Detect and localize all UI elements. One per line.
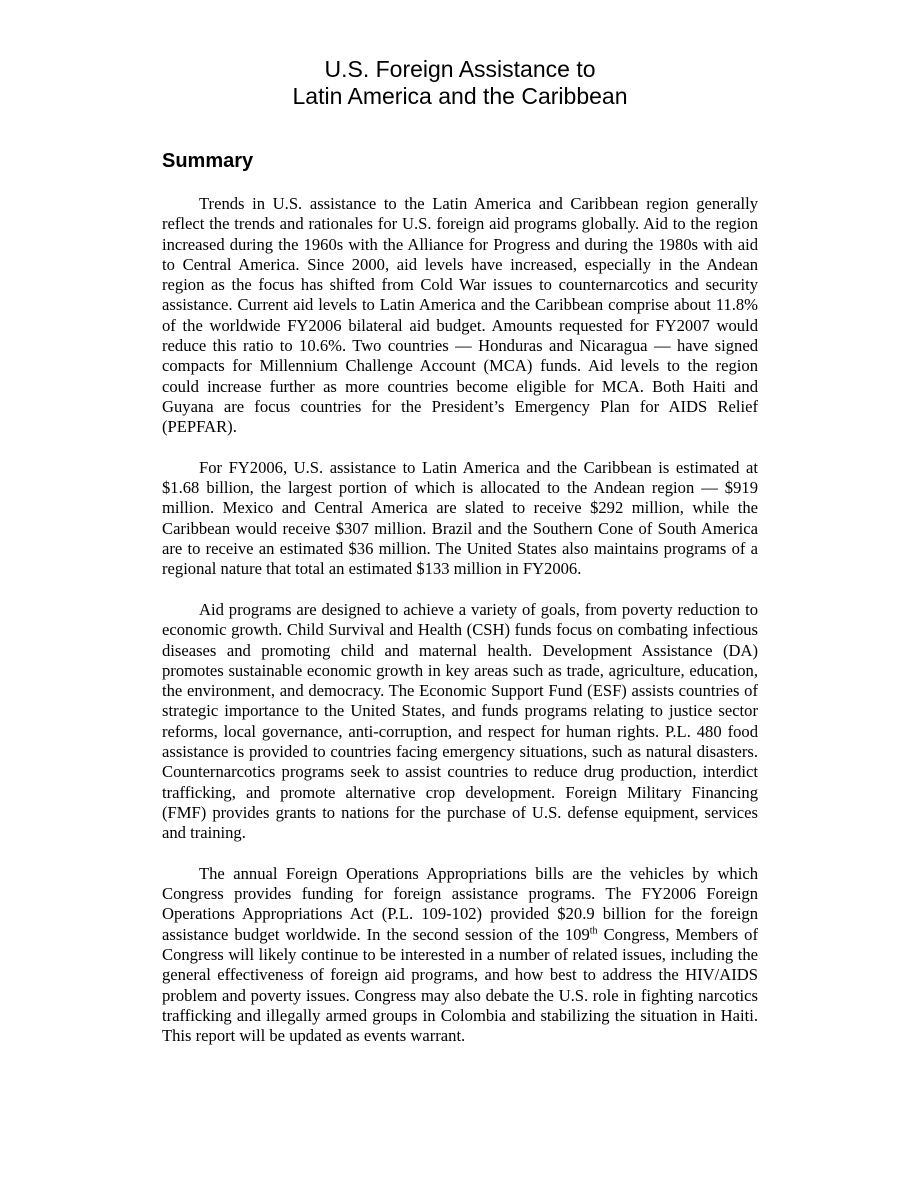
summary-paragraph-1: Trends in U.S. assistance to the Latin America and Caribbean region generally reflect the trends and rationales for U.S. foreign aid programs globally. Aid to the region increased during the 1960s with the Alliance for Progress and during the 1980s with aid to Central America. Since 2000, aid levels have increased, especially in the Andean region as the focus has shifted from Cold War issues to counternarcotics and security assistance. Current aid levels to Latin America and the Caribbean comprise about 11.8% of the worldwide FY2006 bilateral aid budget. Amounts requested for FY2007 would reduce this ratio to 10.6%. Two countries — Honduras and Nicaragua — have signed compacts for Millennium Challenge Account (MCA) funds. Aid levels to the region could increase further as more countries become eligible for MCA. Both Haiti and Guyana are focus countries for the President’s Emergency Plan for AIDS Relief (PEPFAR). — [162, 194, 758, 437]
summary-paragraph-4 — [162, 864, 758, 1047]
report-title — [0, 56, 920, 110]
paragraph-4-text-end: Congress, Members of Congress will likely continue to be interested in a number of related issues, including the general effectiveness of foreign aid programs, and how best to address the HIV/AIDS problem and poverty issues. Congress may also debate the U.S. role in fighting narcotics trafficking and illegally armed groups in Colombia and stabilizing the situation in Haiti. This report will be updated as events warrant. — [162, 924, 758, 1046]
summary-body — [162, 194, 758, 1067]
summary-heading: Summary — [162, 150, 254, 172]
report-title-line-2: Latin America and the Caribbean — [292, 83, 628, 109]
ordinal-superscript: th — [589, 925, 598, 937]
summary-paragraph-3: Aid programs are designed to achieve a variety of goals, from poverty reduction to economic growth. Child Survival and Health (CSH) funds focus on combating infectious diseases and promoting child and maternal health. Development Assistance (DA) promotes sustainable economic growth in key areas such as trade, agriculture, education, the environment, and democracy. The Economic Support Fund (ESF) assists countries of strategic importance to the United States, and funds programs relating to justice sector reforms, local governance, anti-corruption, and respect for human rights. P.L. 480 food assistance is provided to countries facing emergency situations, such as natural disasters. Counternarcotics programs seek to assist countries to reduce drug production, interdict trafficking, and promote alternative crop development. Foreign Military Financing (FMF) provides grants to nations for the purchase of U.S. defense equipment, services and training. — [162, 599, 758, 843]
report-title-line-1: U.S. Foreign Assistance to — [324, 56, 596, 82]
summary-paragraph-2: For FY2006, U.S. assistance to Latin America and the Caribbean is estimated at $1.68 billion, the largest portion of which is allocated to the Andean region — $919 million. Mexico and Central America are slated to receive $292 million, while the Caribbean would receive $307 million. Brazil and the Southern Cone of South America are to receive an estimated $36 million. The United States also maintains programs of a regional nature that total an estimated $133 million in FY2006. — [162, 457, 758, 579]
paragraph-4-text-start: The annual Foreign Operations Appropriations bills are the vehicles by which Congress provides funding for foreign assistance programs. The FY2006 Foreign Operations Appropriations Act (P.L. 109-102) provided $20.9 billion for the foreign assistance budget worldwide. In the second session of the 109 — [162, 863, 758, 944]
